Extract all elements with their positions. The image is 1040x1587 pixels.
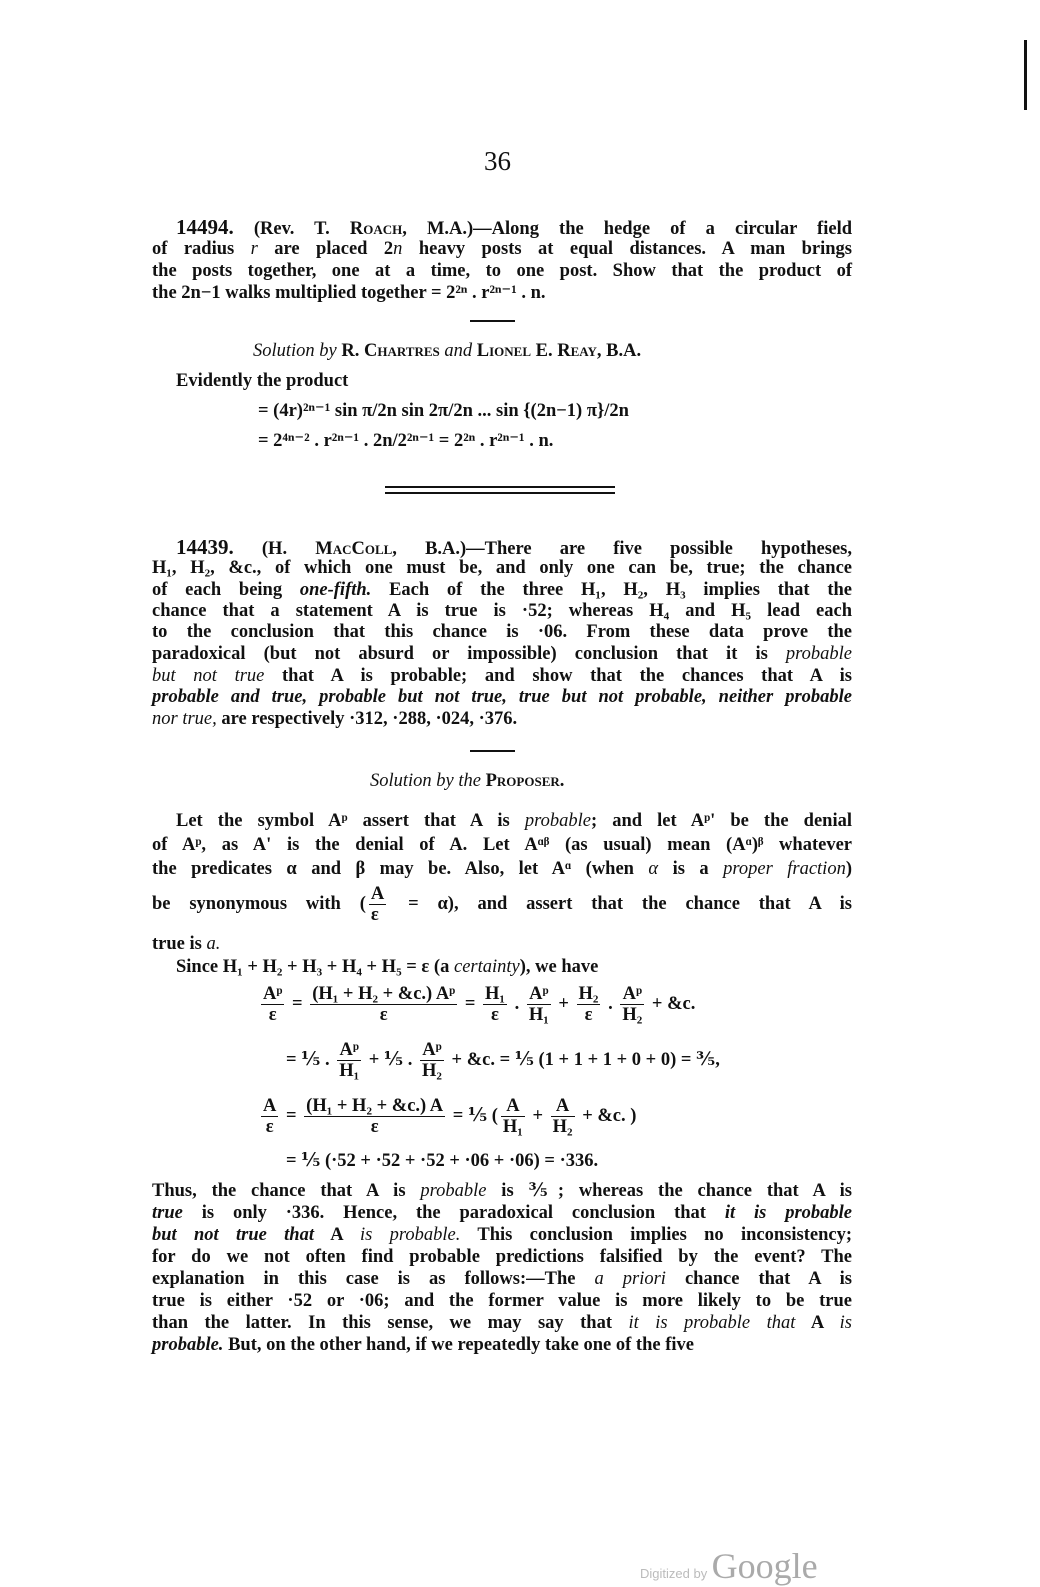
text-segment: = 2⁴ⁿ⁻² . r²ⁿ⁻¹ . 2n/2²ⁿ⁻¹ = 2²ⁿ . r²ⁿ⁻¹ . n. xyxy=(258,431,554,451)
text-line xyxy=(152,1334,694,1356)
text-segment: nor true, xyxy=(152,709,217,729)
text-segment: is only ·336. Hence, the paradoxical conclusion that xyxy=(182,1203,725,1223)
text-segment: Proposer. xyxy=(485,771,565,791)
numerator: Aᵖ xyxy=(337,1040,361,1061)
denominator: ε xyxy=(268,1005,277,1025)
fraction xyxy=(620,984,644,1025)
fraction xyxy=(577,984,601,1025)
google-watermark xyxy=(640,1545,818,1587)
text-segment: chance that a statement A is true is ·52; whereas H₄ and H₅ lead each xyxy=(152,601,852,621)
text-segment: probable xyxy=(524,811,591,831)
text-line xyxy=(152,1246,852,1268)
text-segment: Each of the three H₁, H₂, H₃ implies that the xyxy=(371,580,852,600)
text-segment: be synonymous with ( xyxy=(152,893,366,914)
denominator: ε xyxy=(370,905,379,925)
text-line xyxy=(152,600,852,622)
text-segment: E. xyxy=(531,341,558,361)
denominator: ε xyxy=(584,1005,593,1025)
text-line xyxy=(176,216,852,240)
text-segment: but not true that xyxy=(152,1225,314,1245)
numerator: Aᵖ xyxy=(263,984,283,1004)
text-segment: = xyxy=(287,993,308,1014)
text-line xyxy=(258,430,553,452)
text-segment: A xyxy=(314,1225,360,1245)
denominator: ε xyxy=(491,1005,499,1025)
text-line xyxy=(152,1268,852,1290)
text-segment: and xyxy=(439,341,477,361)
text-segment: (H. xyxy=(233,539,316,559)
text-segment: = ⅕ (·52 + ·52 + ·52 + ·06 + ·06) = ·336. xyxy=(286,1151,599,1171)
denominator: H₁ xyxy=(502,1117,523,1137)
fraction xyxy=(527,984,551,1025)
section-rule xyxy=(470,320,515,322)
text-line xyxy=(152,579,852,601)
text-segment: the 2n−1 walks multiplied together = 2²ⁿ . r²ⁿ⁻¹ . n. xyxy=(152,283,546,303)
fraction xyxy=(310,984,457,1025)
text-segment: ) xyxy=(845,859,852,879)
text-segment: . xyxy=(603,993,618,1014)
text-segment: A xyxy=(795,1313,840,1333)
text-line xyxy=(253,340,641,362)
text-segment: that A is probable; and show that the chances that A is xyxy=(264,666,852,686)
text-segment: But, on the other hand, if we repeatedly take one of the five xyxy=(223,1335,694,1355)
text-segment: proper fraction xyxy=(723,859,846,879)
text-line xyxy=(152,1224,852,1246)
text-segment: probable xyxy=(785,644,852,664)
text-segment: is xyxy=(839,1313,853,1333)
text-segment: one-fifth. xyxy=(299,580,372,600)
text-line xyxy=(152,708,517,730)
text-line xyxy=(152,1202,852,1224)
text-segment: , B.A.)—There are five possible hypotheses, xyxy=(392,539,852,559)
text-segment: ), we have xyxy=(519,957,599,977)
text-segment: Solution by xyxy=(253,341,337,361)
text-segment: Lionel xyxy=(476,341,532,361)
text-line xyxy=(176,956,598,978)
text-segment: n xyxy=(393,239,403,259)
text-segment: the posts together, one at a time, to one post. Show that the product of xyxy=(152,261,852,281)
numerator: Aᵖ xyxy=(620,984,644,1005)
text-segment: certainty xyxy=(453,957,520,977)
denominator: ε xyxy=(379,1005,388,1025)
page-number: 36 xyxy=(484,146,511,176)
fraction xyxy=(337,1040,361,1081)
text-segment: than the latter. In this sense, we may say that xyxy=(152,1313,629,1333)
fraction xyxy=(483,984,507,1025)
text-segment: , M.A.)—Along the hedge of a circular field xyxy=(402,219,852,239)
text-line xyxy=(152,238,852,260)
text-line xyxy=(152,884,852,925)
text-segment: is a xyxy=(658,859,724,879)
text-segment: is probable. xyxy=(359,1225,461,1245)
text-segment: for do we not often find probable predictions falsified by the event? The xyxy=(152,1247,852,1267)
text-line xyxy=(258,984,695,1025)
text-segment: + xyxy=(527,1105,548,1126)
scan-edge-mark xyxy=(1024,40,1027,110)
numerator: A xyxy=(501,1096,525,1117)
text-segment: the predicates α and β may be. Also, let Aᵅ (when xyxy=(152,859,649,879)
text-segment: Let the symbol Aᵖ assert that A is xyxy=(176,811,525,831)
text-segment: heavy posts at equal distances. A man brings xyxy=(402,239,852,259)
text-segment: Solution by the xyxy=(370,771,481,791)
fraction xyxy=(304,1096,445,1137)
text-segment: paradoxical (but not absurd or impossible) conclusion that it is xyxy=(152,644,786,664)
denominator: H₂ xyxy=(421,1061,442,1081)
text-segment: are respectively ·312, ·288, ·024, ·376. xyxy=(216,709,518,729)
text-segment: of radius xyxy=(152,239,251,259)
text-segment: This conclusion implies no inconsistency; xyxy=(460,1225,852,1245)
text-segment: α xyxy=(648,859,659,879)
text-line xyxy=(152,1312,852,1334)
denominator: H₁ xyxy=(528,1005,549,1025)
text-segment: = ⅕ ( xyxy=(448,1105,498,1126)
fraction xyxy=(261,1096,278,1137)
text-segment: = xyxy=(460,993,480,1014)
fraction xyxy=(420,1040,444,1081)
text-line xyxy=(152,643,852,665)
text-segment: to the conclusion that this chance is ·06. From these data prove the xyxy=(152,622,852,642)
text-segment: H₁, H₂, &c., of which one must be, and only one can be, true; the chance xyxy=(152,558,852,578)
text-segment: . xyxy=(509,993,524,1014)
text-line xyxy=(152,686,852,708)
text-line xyxy=(152,260,852,282)
text-segment: true is either ·52 or ·06; and the former value is more likely to be true xyxy=(152,1291,852,1311)
text-segment: + ⅕ . xyxy=(364,1049,417,1070)
text-segment: true is xyxy=(152,934,207,954)
double-rule-bottom xyxy=(385,492,615,494)
numerator: A xyxy=(370,884,385,904)
denominator: H₁ xyxy=(339,1061,360,1081)
text-line xyxy=(152,282,546,304)
numerator: A xyxy=(263,1096,277,1116)
text-line xyxy=(152,834,852,856)
text-segment: explanation in this case is as follows:—The xyxy=(152,1269,595,1289)
double-rule-top xyxy=(385,486,615,488)
text-line xyxy=(152,1180,852,1202)
numerator: A xyxy=(551,1096,575,1117)
text-segment: Roach xyxy=(349,219,403,239)
text-segment: ; and let Aᵖ' be the denial xyxy=(590,811,853,831)
text-segment: + &c. = ⅕ (1 + 1 + 1 + 0 + 0) = ⅗, xyxy=(446,1049,720,1070)
text-segment: Thus, the chance that A is xyxy=(152,1181,421,1201)
text-segment: but not true xyxy=(152,666,265,686)
question-number: 14494. xyxy=(176,215,234,239)
text-segment: = (4r)²ⁿ⁻¹ sin π/2n sin 2π/2n ... sin {(2n−1) π}/2n xyxy=(258,401,629,421)
text-line xyxy=(152,557,852,579)
text-line xyxy=(152,858,852,880)
text-segment: probable. xyxy=(152,1335,224,1355)
text-line xyxy=(286,1150,598,1172)
text-segment: Chartres xyxy=(364,341,440,361)
text-segment: = α), and assert that the chance that A is xyxy=(389,893,852,914)
text-segment: Since H₁ + H₂ + H₃ + H₄ + H₅ = ε (a xyxy=(176,957,454,977)
text-segment: Evidently the product xyxy=(176,371,349,391)
text-segment: of Aᵖ, as A' is the denial of A. Let Aᵅᵝ (as usual) mean (Aᵅ)ᵝ whatever xyxy=(152,835,852,855)
text-segment: it is probable xyxy=(724,1203,853,1223)
text-segment: + xyxy=(553,993,574,1014)
numerator: (H₁ + H₂ + &c.) Aᵖ xyxy=(312,984,456,1004)
question-number: 14439. xyxy=(176,535,234,559)
text-segment: a priori xyxy=(594,1269,666,1289)
numerator: Aᵖ xyxy=(420,1040,444,1061)
text-line xyxy=(152,1290,852,1312)
text-line xyxy=(152,665,852,687)
text-segment: are placed 2 xyxy=(257,239,394,259)
fraction xyxy=(369,884,386,925)
numerator: (H₁ + H₂ + &c.) A xyxy=(306,1096,444,1116)
text-segment: is ⅗; whereas the chance that A is xyxy=(486,1181,852,1201)
denominator: ε xyxy=(370,1117,379,1137)
numerator: H₂ xyxy=(578,984,599,1004)
text-segment: probable xyxy=(420,1181,487,1201)
text-line xyxy=(176,370,348,392)
numerator: H₁ xyxy=(485,984,505,1004)
text-segment: = xyxy=(281,1105,302,1126)
denominator: H₂ xyxy=(552,1117,573,1137)
text-segment: r xyxy=(250,239,258,259)
text-segment: chance that A is xyxy=(665,1269,852,1289)
fraction xyxy=(551,1096,575,1137)
text-segment: , B.A. xyxy=(596,341,642,361)
text-line xyxy=(286,1040,720,1081)
text-segment: probable and true, probable but not true, true but not probable, neither probable xyxy=(152,687,852,707)
numerator: Aᵖ xyxy=(527,984,551,1005)
section-rule xyxy=(470,750,515,752)
fraction xyxy=(261,984,284,1025)
text-line xyxy=(258,400,629,422)
watermark-text: Digitized by xyxy=(640,1566,708,1581)
text-segment: it is probable that xyxy=(628,1313,796,1333)
text-line xyxy=(152,933,220,955)
denominator: H₂ xyxy=(622,1005,643,1025)
denominator: ε xyxy=(265,1117,274,1137)
text-line xyxy=(258,1096,636,1137)
google-logo: Google xyxy=(711,1546,818,1586)
text-line xyxy=(370,770,564,792)
text-segment: (Rev. T. xyxy=(233,219,350,239)
text-segment: MacColl xyxy=(315,539,393,559)
text-segment: of each being xyxy=(152,580,300,600)
text-segment: + &c. xyxy=(647,993,696,1014)
text-segment: R. xyxy=(336,341,365,361)
text-line xyxy=(152,621,852,643)
text-segment: a. xyxy=(206,934,221,954)
text-segment: = ⅕ . xyxy=(286,1049,335,1070)
text-segment: true xyxy=(152,1203,183,1223)
text-segment: + &c. ) xyxy=(577,1105,637,1126)
text-line xyxy=(176,810,852,832)
text-segment: Reay xyxy=(557,341,597,361)
fraction xyxy=(501,1096,525,1137)
